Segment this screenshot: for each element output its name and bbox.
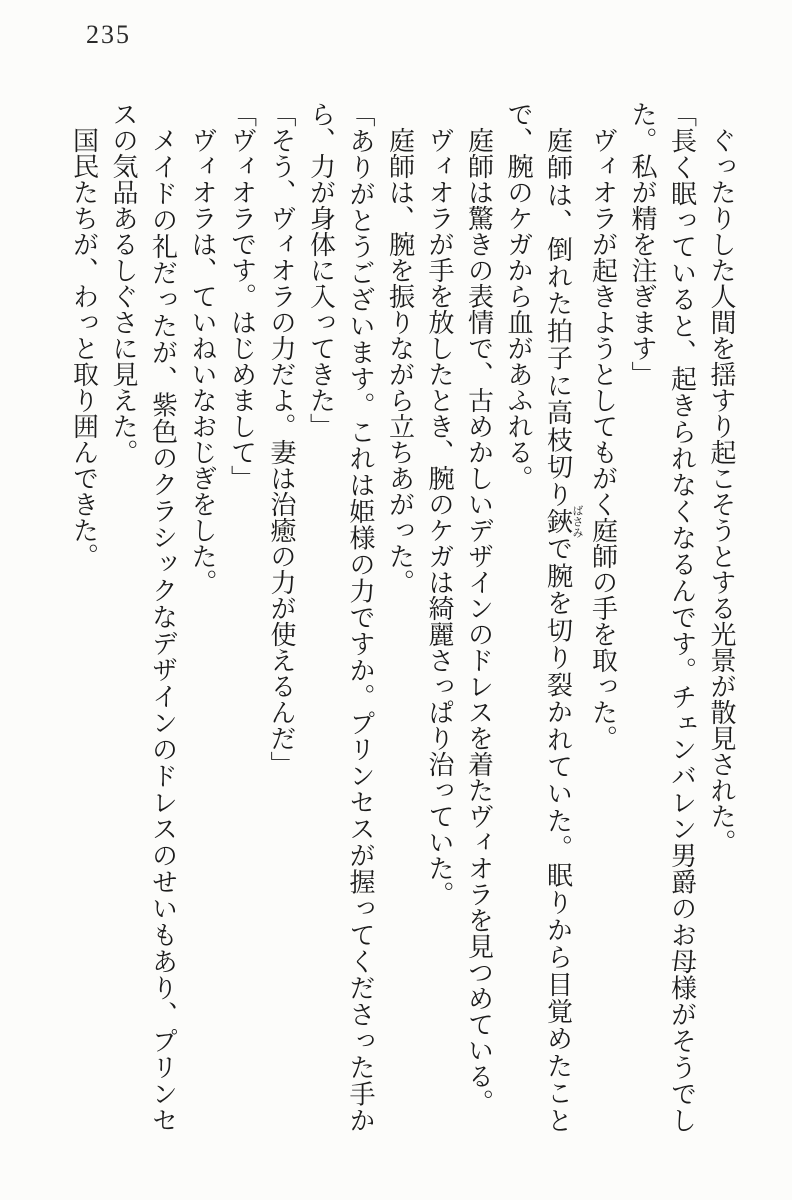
paragraph: 国民たちが、わっと取り囲んできた。 bbox=[69, 127, 99, 569]
paragraph: メイドの礼だったが、紫色のクラシックなデザインのドレスのせいもあり、プリンセスの気品あるしぐさに見えた。 bbox=[109, 101, 178, 1133]
paragraph: 「ありがとうございます。これは姫様の力ですか。プリンセスが握ってくださった手から、力が身体に入ってきた」 bbox=[306, 101, 375, 1133]
page-number: 235 bbox=[86, 20, 131, 49]
paragraph: ぐったりした人間を揺すり起こそうとする光景が散見された。 bbox=[707, 127, 736, 855]
text-block bbox=[64, 101, 741, 1133]
paragraph: 「ヴィオラです。はじめまして」 bbox=[227, 101, 257, 491]
paragraph: 庭師は、腕を振りながら立ちあがった。 bbox=[385, 127, 415, 595]
paragraph: 「そう、ヴィオラの力だよ。妻は治癒の力が使えるんだ」 bbox=[267, 101, 296, 777]
ruby-annotation: 鋏ばさみ bbox=[543, 504, 583, 538]
paragraph: ヴィオラが起きようとしてもがく庭師の手を取った。 bbox=[588, 127, 618, 751]
paragraph: 庭師は、倒れた拍子に高枝切り鋏ばさみで腕を切り裂かれていた。眠りから目覚めたことで、腕のケガから血があふれる。 bbox=[504, 101, 583, 1134]
paragraph: 「長く眠っていると、起きられなくなるんです。チェンバレン男爵のお母様がそうでした。私が精を注ぎます」 bbox=[628, 101, 697, 1133]
paragraph: ヴィオラが手を放したとき、腕のケガは綺麗さっぱり治っていた。 bbox=[425, 127, 454, 907]
paragraph: ヴィオラは、ていねいなおじぎをした。 bbox=[188, 127, 217, 595]
paragraph: 庭師は驚きの表情で、古めかしいデザインのドレスを着たヴィオラを見つめている。 bbox=[464, 127, 494, 1115]
